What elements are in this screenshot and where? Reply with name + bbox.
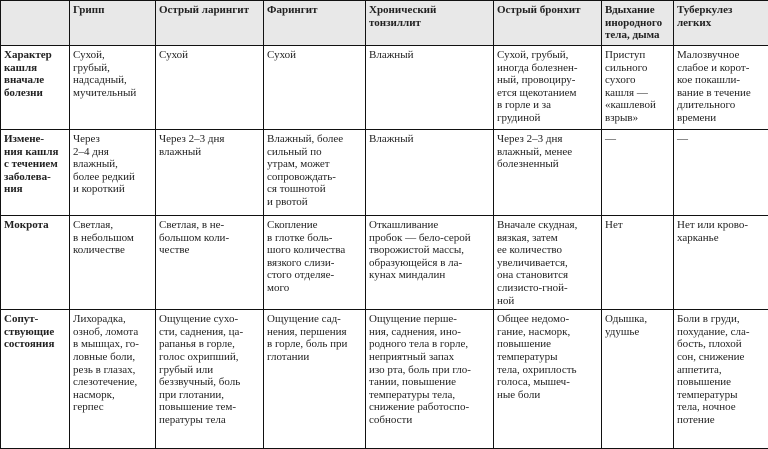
table-cell: Влажный bbox=[366, 46, 494, 130]
table-cell: Нет или крово- харканье bbox=[674, 216, 768, 310]
table-cell: Лихорадка, озноб, ломота в мышцах, го- ловные боли, резь в глазах, слезотечение, насморк, герпес bbox=[70, 310, 156, 449]
column-header: Хронический тонзиллит bbox=[366, 1, 494, 46]
table-row bbox=[1, 130, 768, 216]
column-header: Грипп bbox=[70, 1, 156, 46]
table-cell: Малозвучное слабое и корот- кое покашли- вание в течение длительного времени bbox=[674, 46, 768, 130]
table-cell: Общее недомо- гание, насморк, повышение температуры тела, охриплость голоса, мышеч- ные боли bbox=[494, 310, 602, 449]
row-header: Сопут- ствующие состояния bbox=[1, 310, 70, 449]
column-header: Вдыхание инородного тела, дыма bbox=[602, 1, 674, 46]
table-cell: Светлая, в не- большом коли- честве bbox=[156, 216, 264, 310]
table-cell: — bbox=[602, 130, 674, 216]
column-header: Фарингит bbox=[264, 1, 366, 46]
table-cell: Одышка, удушье bbox=[602, 310, 674, 449]
row-header: Характер кашля вначале болезни bbox=[1, 46, 70, 130]
table-cell: Сухой, грубый, иногда болезнен- ный, провоциру- ется щекотанием в горле и за грудиной bbox=[494, 46, 602, 130]
table-cell: Ощущение сухо- сти, саднения, ца- рапанья в горле, голос охрипший, грубый или беззвучный, боль при глотании, повышение тем- пературы тела bbox=[156, 310, 264, 449]
table-cell: Откашливание пробок — бело-серой творожистой массы, образующейся в ла- кунах миндалин bbox=[366, 216, 494, 310]
table-cell: Вначале скудная, вязкая, затем ее количество увеличивается, она становится слизисто-гной- ной bbox=[494, 216, 602, 310]
table-row bbox=[1, 46, 768, 130]
table-row bbox=[1, 216, 768, 310]
row-header: Измене- ния кашля с течением заболева- ния bbox=[1, 130, 70, 216]
table-cell: Ощущение перше- ния, саднения, ино- родного тела в горле, неприятный запах изо рта, боль при гло- тании, повышение температуры тела, снижение работоспо- собности bbox=[366, 310, 494, 449]
table-cell: Ощущение сад- нения, першения в горле, боль при глотании bbox=[264, 310, 366, 449]
header-row bbox=[1, 1, 768, 46]
column-header: Туберкулез легких bbox=[674, 1, 768, 46]
table-cell: Влажный, более сильный по утрам, может сопровождать- ся тошнотой и рвотой bbox=[264, 130, 366, 216]
table-cell: Влажный bbox=[366, 130, 494, 216]
table-cell: Через 2–3 дня влажный bbox=[156, 130, 264, 216]
corner-header bbox=[1, 1, 70, 46]
table-cell: Скопление в глотке боль- шого количества вязкого слизи- стого отделяе- мого bbox=[264, 216, 366, 310]
table-cell: Боли в груди, похудание, сла- бость, плохой сон, снижение аппетита, повышение температуры тела, ночное потение bbox=[674, 310, 768, 449]
table-cell: — bbox=[674, 130, 768, 216]
table-cell: Нет bbox=[602, 216, 674, 310]
table-cell: Сухой, грубый, надсадный, мучительный bbox=[70, 46, 156, 130]
table-cell: Через 2–4 дня влажный, более редкий и короткий bbox=[70, 130, 156, 216]
row-header: Мокрота bbox=[1, 216, 70, 310]
table-cell: Приступ сильного сухого кашля — «кашлевой взрыв» bbox=[602, 46, 674, 130]
column-header: Острый бронхит bbox=[494, 1, 602, 46]
table-cell: Через 2–3 дня влажный, менее болезненный bbox=[494, 130, 602, 216]
table-row bbox=[1, 310, 768, 449]
column-header: Острый ларингит bbox=[156, 1, 264, 46]
table-cell: Сухой bbox=[156, 46, 264, 130]
table-cell: Светлая, в небольшом количестве bbox=[70, 216, 156, 310]
table-cell: Сухой bbox=[264, 46, 366, 130]
